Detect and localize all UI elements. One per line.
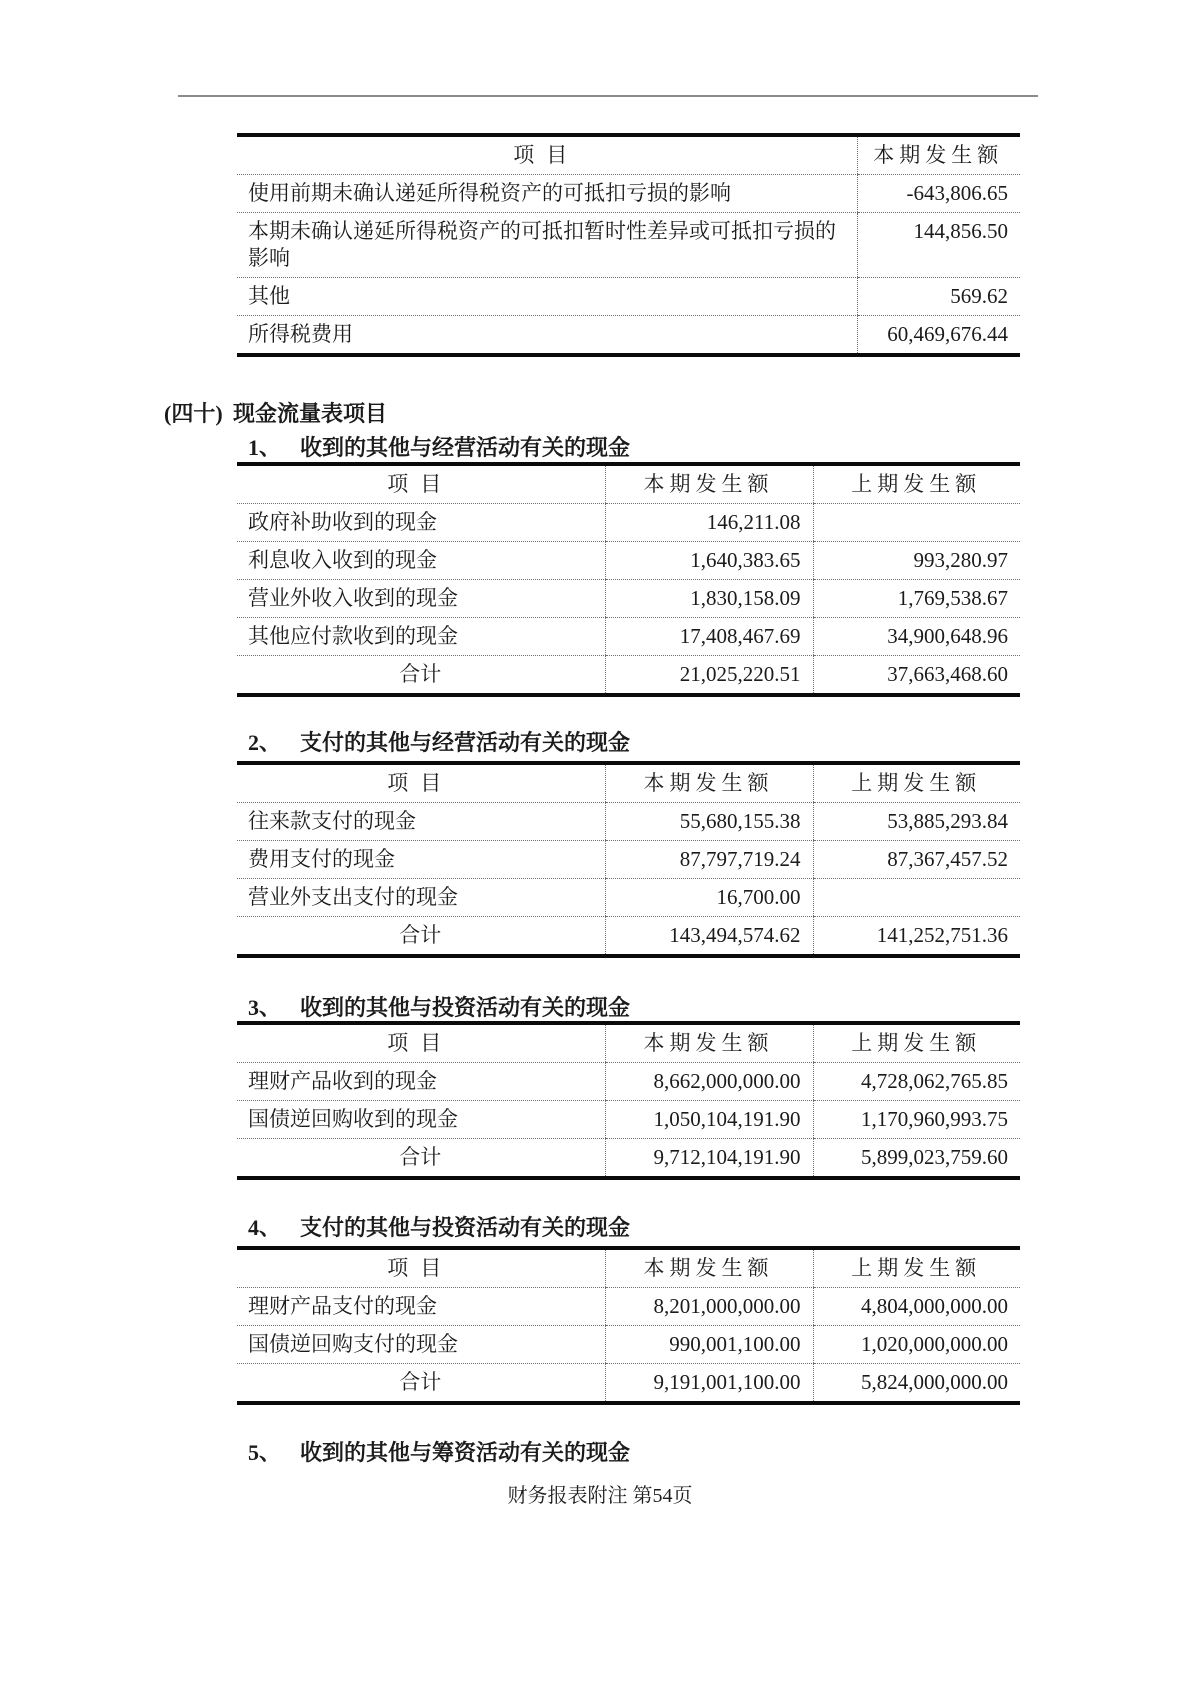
subsection-number: 1、	[248, 435, 282, 460]
table-cell-amount: 87,367,457.52	[813, 841, 1020, 879]
table-cell-item: 理财产品收到的现金	[237, 1063, 605, 1101]
header-cell-current-period: 本期发生额	[605, 763, 813, 803]
table-row	[237, 175, 1020, 213]
table-cell-amount: 21,025,220.51	[605, 656, 813, 696]
table-cell-amount: 1,769,538.67	[813, 580, 1020, 618]
table-cell-amount: 4,804,000,000.00	[813, 1288, 1020, 1326]
header-cell-prior-period: 上期发生额	[813, 1248, 1020, 1288]
table-cell-amount: 5,824,000,000.00	[813, 1364, 1020, 1404]
table-cell-amount: 990,001,100.00	[605, 1326, 813, 1364]
table-cell-amount: 143,494,574.62	[605, 917, 813, 957]
table-cell-amount: 569.62	[857, 278, 1020, 316]
header-cell-current-period: 本期发生额	[605, 1023, 813, 1063]
table-cell-amount: 1,050,104,191.90	[605, 1101, 813, 1139]
table-cell-item: 政府补助收到的现金	[237, 504, 605, 542]
header-cell-item: 项目	[237, 464, 605, 504]
subsection-number: 5、	[248, 1440, 282, 1465]
table-cell-amount: 53,885,293.84	[813, 803, 1020, 841]
table-cell-amount: 146,211.08	[605, 504, 813, 542]
section-number: (四十)	[164, 401, 223, 426]
subsection-number: 3、	[248, 995, 282, 1020]
table-cell-amount: 8,201,000,000.00	[605, 1288, 813, 1326]
table-cell-item: 其他	[237, 278, 857, 316]
header-cell-item: 项目	[237, 1248, 605, 1288]
table-row	[237, 504, 1020, 542]
table-cell-amount: 60,469,676.44	[857, 316, 1020, 356]
subsection-title: 收到的其他与经营活动有关的现金	[300, 435, 631, 460]
table-header-row	[237, 135, 1020, 175]
table-cell-amount: 16,700.00	[605, 879, 813, 917]
table-cell-item: 国债逆回购支付的现金	[237, 1326, 605, 1364]
table-cell-amount: 87,797,719.24	[605, 841, 813, 879]
table-cell-amount: 1,640,383.65	[605, 542, 813, 580]
table-cell-item: 往来款支付的现金	[237, 803, 605, 841]
table-cell-amount: 37,663,468.60	[813, 656, 1020, 696]
table-cell-item: 理财产品支付的现金	[237, 1288, 605, 1326]
subsection-title: 收到的其他与筹资活动有关的现金	[300, 1440, 631, 1465]
table-cell-amount: 9,712,104,191.90	[605, 1139, 813, 1179]
table-cell-amount: 4,728,062,765.85	[813, 1063, 1020, 1101]
table-header-row	[237, 1248, 1020, 1288]
header-cell-current-period: 本期发生额	[605, 464, 813, 504]
header-cell-prior-period: 上期发生额	[813, 763, 1020, 803]
table-cell-amount	[813, 879, 1020, 917]
section-title: 现金流量表项目	[233, 401, 388, 426]
income-tax-expense-table	[237, 133, 1020, 357]
table-row	[237, 213, 1020, 278]
table-cell-amount: 5,899,023,759.60	[813, 1139, 1020, 1179]
table-total-row	[237, 1364, 1020, 1404]
header-cell-prior-period: 上期发生额	[813, 464, 1020, 504]
table-cell-item: 国债逆回购收到的现金	[237, 1101, 605, 1139]
subsection-number: 4、	[248, 1215, 282, 1240]
table-header-row	[237, 1023, 1020, 1063]
table-row	[237, 879, 1020, 917]
header-cell-current-period: 本期发生额	[857, 135, 1020, 175]
table-header-row	[237, 763, 1020, 803]
subsection-heading-4	[248, 1211, 630, 1242]
section-heading	[164, 397, 387, 428]
table-cell-item: 利息收入收到的现金	[237, 542, 605, 580]
table-cell-item: 所得税费用	[248, 322, 353, 346]
table-cell-total-label: 合计	[399, 923, 442, 947]
table-cell-total-label: 合计	[399, 662, 442, 686]
table-cell-amount: -643,806.65	[857, 175, 1020, 213]
header-cell-prior-period: 上期发生额	[813, 1023, 1020, 1063]
table-row	[237, 316, 1020, 356]
table-cell-amount: 9,191,001,100.00	[605, 1364, 813, 1404]
table-cell-item: 营业外收入收到的现金	[237, 580, 605, 618]
investing-cash-received-table	[237, 1021, 1020, 1180]
investing-cash-paid-table	[237, 1246, 1020, 1405]
table-cell-amount: 55,680,155.38	[605, 803, 813, 841]
table-cell-item: 营业外支出支付的现金	[237, 879, 605, 917]
table-cell-amount: 141,252,751.36	[813, 917, 1020, 957]
table-cell-total-label: 合计	[399, 1145, 442, 1169]
table-header-row	[237, 464, 1020, 504]
page-footer: 财务报表附注 第54页	[507, 1485, 693, 1507]
operating-cash-paid-table	[237, 761, 1020, 958]
table-row	[237, 542, 1020, 580]
table-total-row	[237, 1139, 1020, 1179]
table-cell-amount: 1,020,000,000.00	[813, 1326, 1020, 1364]
header-cell-current-period: 本期发生额	[605, 1248, 813, 1288]
table-cell-amount: 8,662,000,000.00	[605, 1063, 813, 1101]
table-cell-amount: 1,170,960,993.75	[813, 1101, 1020, 1139]
table-cell-item: 费用支付的现金	[237, 841, 605, 879]
table-row	[237, 1326, 1020, 1364]
subsection-number: 2、	[248, 730, 282, 755]
operating-cash-received-table	[237, 462, 1020, 697]
table-row	[237, 580, 1020, 618]
subsection-heading-3	[248, 991, 630, 1022]
table-row	[237, 1101, 1020, 1139]
subsection-heading-1	[248, 431, 630, 462]
table-row	[237, 618, 1020, 656]
table-cell-amount: 34,900,648.96	[813, 618, 1020, 656]
table-cell-amount	[813, 504, 1020, 542]
table-cell-amount: 1,830,158.09	[605, 580, 813, 618]
subsection-title: 收到的其他与投资活动有关的现金	[300, 995, 631, 1020]
table-cell-item: 其他应付款收到的现金	[237, 618, 605, 656]
subsection-title: 支付的其他与经营活动有关的现金	[300, 730, 631, 755]
table-cell-amount: 17,408,467.69	[605, 618, 813, 656]
table-total-row	[237, 656, 1020, 696]
table-row	[237, 1063, 1020, 1101]
subsection-heading-2	[248, 726, 630, 757]
table-cell-amount: 144,856.50	[857, 213, 1020, 278]
table-row	[237, 803, 1020, 841]
subsection-heading-5	[248, 1436, 630, 1467]
table-cell-total-label: 合计	[399, 1370, 442, 1394]
subsection-title: 支付的其他与投资活动有关的现金	[300, 1215, 631, 1240]
header-cell-item: 项目	[237, 1023, 605, 1063]
header-cell-item: 项目	[237, 135, 857, 175]
table-row	[237, 278, 1020, 316]
table-total-row	[237, 917, 1020, 957]
page-header-rule	[178, 95, 1038, 97]
table-row	[237, 841, 1020, 879]
table-row	[237, 1288, 1020, 1326]
table-cell-item: 本期未确认递延所得税资产的可抵扣暂时性差异或可抵扣亏损的影响	[237, 213, 857, 278]
table-cell-item: 使用前期未确认递延所得税资产的可抵扣亏损的影响	[237, 175, 857, 213]
header-cell-item: 项目	[237, 763, 605, 803]
table-cell-amount: 993,280.97	[813, 542, 1020, 580]
